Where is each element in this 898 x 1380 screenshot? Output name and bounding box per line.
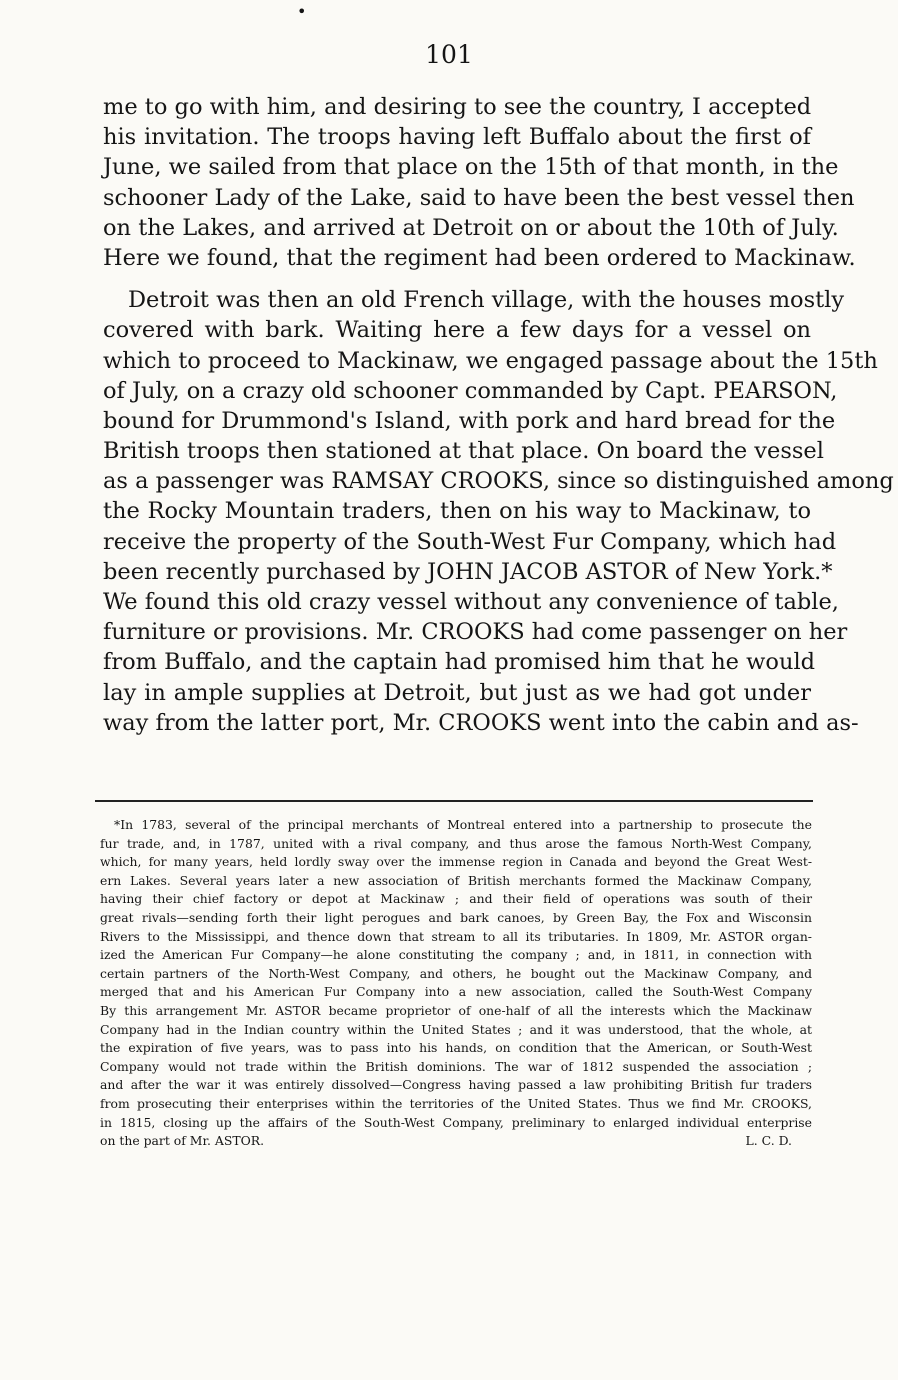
body-line: as a passenger was RAMSAY CROOKS, since so distinguished among bbox=[103, 468, 894, 495]
footnote-final-line bbox=[100, 1132, 812, 1151]
footnote-signature: L. C. D. bbox=[745, 1133, 792, 1149]
body-line: his invitation. The troops having left Buffalo about the first of bbox=[103, 124, 811, 151]
body-line: been recently purchased by JOHN JACOB ASTOR of New York.* bbox=[103, 558, 833, 585]
footnote-line: Rivers to the Mississippi, and thence down that stream to all its tributaries. In 1809, Mr. ASTOR organ- bbox=[100, 928, 812, 944]
top-mark: • bbox=[297, 2, 307, 21]
footnote-line: ern Lakes. Several years later a new association of British merchants formed the Mackinaw Company, bbox=[100, 872, 812, 888]
body-line: which to proceed to Mackinaw, we engaged passage about the 15th bbox=[103, 347, 878, 374]
footnote-line: the expiration of five years, was to pass into his hands, on condition that the American, or South-West bbox=[100, 1040, 812, 1056]
body-line: Here we found, that the regiment had been ordered to Mackinaw. bbox=[103, 244, 856, 271]
body-line: way from the latter port, Mr. CROOKS went into the cabin and as- bbox=[103, 709, 859, 736]
footnote-line: *In 1783, several of the principal merchants of Montreal entered into a partnership to prosecute the bbox=[114, 817, 812, 832]
footnote-line: and after the war it was entirely dissolved—Congress having passed a law prohibiting British fur traders bbox=[100, 1077, 812, 1093]
body-line: the Rocky Mountain traders, then on his way to Mackinaw, to bbox=[103, 498, 811, 525]
footnote-line: ized the American Fur Company—he alone constituting the company ; and, in 1811, in connection with bbox=[100, 947, 812, 963]
body-line: furniture or provisions. Mr. CROOKS had come passenger on her bbox=[103, 619, 848, 646]
footnote-line: By this arrangement Mr. ASTOR became proprietor of one-half of all the interests which the Mackinaw bbox=[100, 1002, 812, 1018]
body-line: me to go with him, and desiring to see the country, I accepted bbox=[103, 94, 812, 120]
footnote-line: fur trade, and, in 1787, united with a rival company, and thus arose the famous North-West Company, bbox=[100, 835, 812, 851]
body-line: lay in ample supplies at Detroit, but just as we had got under bbox=[103, 679, 811, 706]
body-line: covered with bark. Waiting here a few days for a vessel on bbox=[103, 317, 811, 344]
paragraph-gap bbox=[103, 273, 811, 285]
body-line: British troops then stationed at that place. On board the vessel bbox=[103, 438, 824, 465]
body-text bbox=[103, 92, 894, 738]
footnote-divider bbox=[95, 800, 813, 802]
body-line: receive the property of the South-West Fur Company, which had bbox=[103, 528, 837, 555]
footnote-line: which, for many years, held lordly sway over the immense region in Canada and beyond the Great West- bbox=[100, 854, 812, 870]
footnote-line: in 1815, closing up the affairs of the South-West Company, preliminary to enlarged individual enterprise bbox=[100, 1114, 812, 1130]
body-line: bound for Drummond's Island, with pork and hard bread for the bbox=[103, 407, 836, 434]
footnote bbox=[100, 816, 812, 1151]
body-line: on the Lakes, and arrived at Detroit on or about the 10th of July. bbox=[103, 214, 839, 241]
footnote-line: certain partners of the North-West Company, and others, he bought out the Mackinaw Company, and bbox=[100, 965, 812, 981]
body-line: We found this old crazy vessel without any convenience of table, bbox=[103, 589, 839, 615]
footnote-line: from prosecuting their enterprises within the territories of the United States. Thus we find Mr. CROOKS, bbox=[100, 1095, 812, 1111]
body-line: Detroit was then an old French village, with the houses mostly bbox=[128, 287, 845, 314]
footnote-line: merged that and his American Fur Company into a new association, called the South-West Company bbox=[100, 984, 812, 1000]
body-line: June, we sailed from that place on the 15th of that month, in the bbox=[103, 154, 839, 181]
body-line: from Buffalo, and the captain had promised him that he would bbox=[103, 649, 816, 676]
footnote-line: having their chief factory or depot at Mackinaw ; and their field of operations was south of their bbox=[100, 891, 812, 907]
footnote-last-line: on the part of Mr. ASTOR. bbox=[100, 1133, 265, 1149]
footnote-line: great rivals—sending forth their light perogues and bark canoes, by Green Bay, the Fox and Wisconsin bbox=[100, 909, 812, 925]
footnote-line: Company would not trade within the British dominions. The war of 1812 suspended the association ; bbox=[100, 1058, 812, 1074]
body-line: of July, on a crazy old schooner commanded by Capt. PEARSON, bbox=[103, 377, 838, 404]
body-line: schooner Lady of the Lake, said to have been the best vessel then bbox=[103, 184, 855, 211]
footnote-line: Company had in the Indian country within the United States ; and it was understood, that the whole, at bbox=[100, 1021, 812, 1037]
page-number: 101 bbox=[425, 40, 473, 69]
